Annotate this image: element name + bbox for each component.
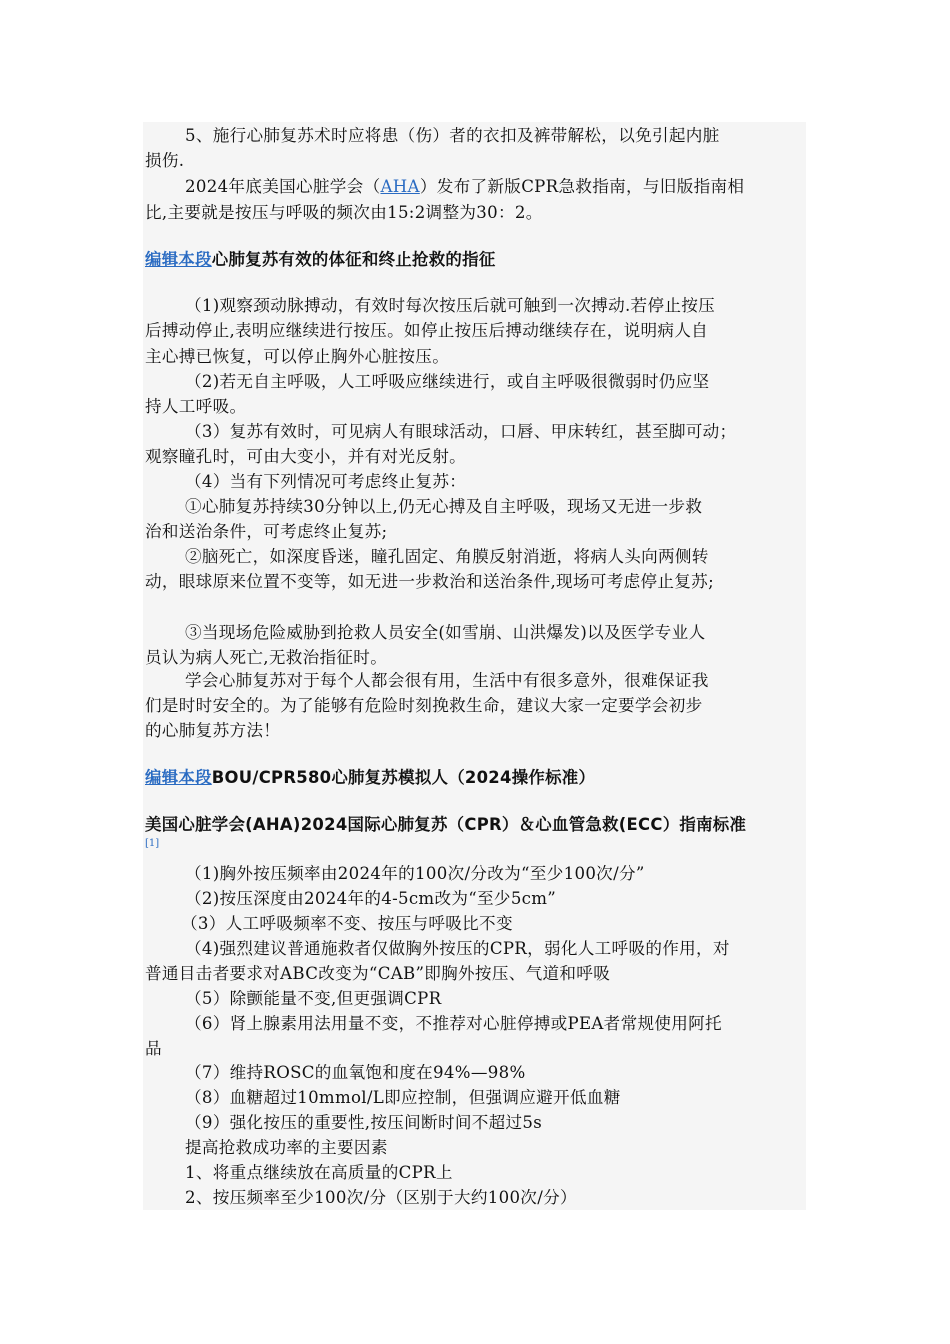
paragraph-line: 的心肺复苏方法！ <box>145 721 281 740</box>
paragraph-line: ①心肺复苏持续30分钟以上,仍无心搏及自主呼吸，现场又无进一步救 <box>185 497 703 516</box>
section-heading-signs <box>145 247 810 272</box>
paragraph-line: 1、将重点继续放在高质量的CPR上 <box>185 1163 453 1182</box>
paragraph-line: （8）血糖超过10mmol/L即应控制，但强调应避开低血糖 <box>185 1088 621 1107</box>
section-heading-aha-standard: 美国心脏学会(AHA)2024国际心肺复苏（CPR）＆心血管急救(ECC）指南标准 <box>145 815 747 834</box>
paragraph-line: 比,主要就是按压与呼吸的频次由15:2调整为30：2。 <box>145 203 543 222</box>
paragraph-line: （7）维持ROSC的血氧饱和度在94%—98% <box>185 1063 526 1082</box>
text-span: 2024年底美国心脏学会（ <box>185 177 381 196</box>
paragraph-line: （2)若无自主呼吸，人工呼吸应继续进行，或自主呼吸很微弱时仍应坚 <box>185 372 710 391</box>
paragraph-line: 后搏动停止,表明应继续进行按压。如停止按压后搏动继续存在，说明病人自 <box>145 321 709 340</box>
reference-link[interactable]: [1] <box>145 838 160 849</box>
paragraph-line: 动，眼球原来位置不变等，如无进一步救治和送治条件,现场可考虑停止复苏; <box>145 572 714 591</box>
edit-section-link[interactable]: 编辑本段 <box>145 768 212 787</box>
aha-link[interactable]: AHA <box>380 177 420 196</box>
paragraph-line: （1)观察颈动脉搏动，有效时每次按压后就可触到一次搏动.若停止按压 <box>185 296 716 315</box>
paragraph-line: 提高抢救成功率的主要因素 <box>185 1138 388 1157</box>
edit-section-link[interactable]: 编辑本段 <box>145 250 212 269</box>
paragraph-line: 主心搏已恢复，可以停止胸外心脏按压。 <box>145 347 450 366</box>
paragraph-line: 持人工呼吸。 <box>145 397 247 416</box>
paragraph-line: 2、按压频率至少100次/分（区别于大约100次/分） <box>185 1188 577 1207</box>
paragraph-line <box>145 174 850 199</box>
paragraph-line: （9）强化按压的重要性,按压间断时间不超过5s <box>185 1113 543 1132</box>
paragraph-line: （4）当有下列情况可考虑终止复苏： <box>185 472 467 491</box>
paragraph-line: 们是时时安全的。为了能够有危险时刻挽救生命，建议大家一定要学会初步 <box>145 696 703 715</box>
paragraph-line: （5）除颤能量不变,但更强调CPR <box>185 989 442 1008</box>
paragraph-line: 普通目击者要求对ABC改变为“CAB”即胸外按压、气道和呼吸 <box>145 964 611 983</box>
paragraph-line: ②脑死亡，如深度昏迷，瞳孔固定、角膜反射消逝，将病人头向两侧转 <box>185 547 709 566</box>
paragraph-line: 观察瞳孔时，可由大变小，并有对光反射。 <box>145 447 466 466</box>
paragraph-line: ③当现场危险威胁到抢救人员安全(如雪崩、山洪爆发)以及医学专业人 <box>185 623 706 642</box>
paragraph-line: 品 <box>145 1039 162 1058</box>
paragraph-line: （3）人工呼吸频率不变、按压与呼吸比不变 <box>181 914 513 933</box>
section-heading-cpr580 <box>145 765 810 790</box>
paragraph-line: （2)按压深度由2024年的4-5cm改为“至少5cm” <box>185 889 557 908</box>
paragraph-line: 治和送治条件，可考虑终止复苏; <box>145 522 388 541</box>
paragraph-line: （1)胸外按压频率由2024年的100次/分改为“至少100次/分” <box>185 864 645 883</box>
paragraph-line: （4)强烈建议普通施救者仅做胸外按压的CPR，弱化人工呼吸的作用，对 <box>185 939 730 958</box>
paragraph-line: 员认为病人死亡,无救治指征时。 <box>145 648 388 667</box>
paragraph-line: 5、施行心肺复苏术时应将患（伤）者的衣扣及裤带解松，以免引起内脏 <box>185 126 720 145</box>
paragraph-line: 损伤. <box>145 151 185 170</box>
text-span: ）发布了新版CPR急救指南，与旧版指南相 <box>419 177 745 196</box>
paragraph-line: （6）肾上腺素用法用量不变，不推荐对心脏停搏或PEA者常规使用阿托 <box>185 1014 722 1033</box>
paragraph-line: 学会心肺复苏对于每个人都会很有用，生活中有很多意外，很难保证我 <box>185 671 709 690</box>
section-title: BOU/CPR580心肺复苏模拟人（2024操作标准） <box>211 768 596 787</box>
section-title: 心肺复苏有效的体征和终止抢救的指征 <box>211 250 496 269</box>
paragraph-line: （3）复苏有效时，可见病人有眼球活动，口唇、甲床转红，甚至脚可动； <box>185 422 737 441</box>
